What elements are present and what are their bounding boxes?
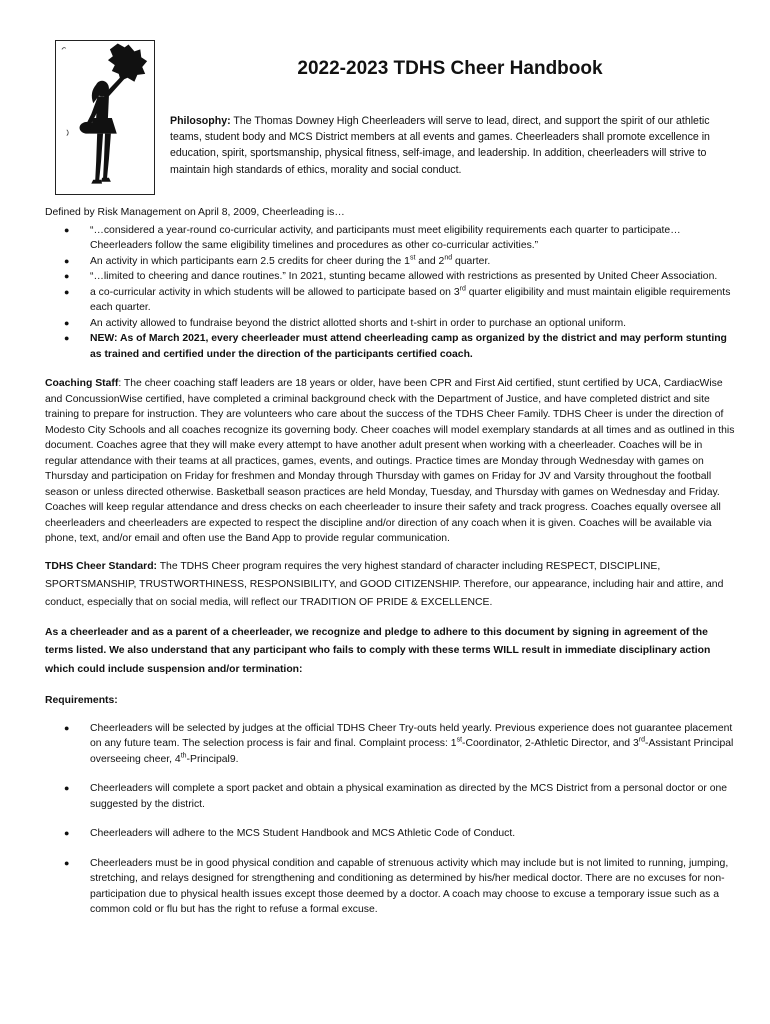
list-item-text: Cheerleaders will complete a sport packet and obtain a physical examination as directed by the MCS District from a personal doctor or one suggested by the district. — [90, 783, 728, 810]
list-item — [90, 223, 735, 254]
philosophy-paragraph — [170, 113, 730, 178]
risk-intro: Defined by Risk Management on April 8, 2009, Cheerleading is… — [45, 207, 345, 218]
list-item — [90, 826, 735, 842]
philosophy-text: The Thomas Downey High Cheerleaders will serve to lead, direct, and support the spirit of our athletic teams, student body and MCS District members at all events and games. Cheerleaders shall promote excellence in education, spirit, sportsmanship, physical fitness, self-image, and leadership. In addition, cheerleaders will strive to maintain high standards of ethics, morality and social conduct. — [170, 115, 710, 176]
philosophy-label: Philosophy: — [170, 115, 231, 127]
list-item — [90, 331, 735, 362]
coaching-staff-text: : The cheer coaching staff leaders are 18 years or older, have been CPR and First Aid certified, stunt certified by UCA, CardiacWise and ConcussionWise certified, have completed a criminal background check with the Department of Justice, and have completed district and site training to prepare for instruction. They are volunteers who care about the success of the TDHS Cheer Family. TDHS Cheer is under the direction of Modesto City Schools and all coaches recognize its governing body. Cheer coaches will model exemplary standards at all times and as outlined in this document. Coaches agree that they will make every attempt to have another adult present when working with a cheerleader. Coaches will be in regular attendance with their teams at all practices, games, events, and outings. Practice times are Monday through Wednesday with games on Thursday and participation on Friday for freshmen and Monday through Thursday with games on Friday for JV and Varsity throughout the football season or unless directed otherwise. Basketball season practices are held Monday, Tuesday, and Thursday with games on Wednesday and Friday. Coaches will keep regular attendance and dress checks on each cheerleader to insure their safety and track progress. Coaches equally oversee all cheerleaders and cheerleaders are expected to respect the discipline and/or direction of any coach when it is given. Coaches will be available via phone, text, and/or email and often use the Band App to provide regular communication. — [45, 378, 735, 544]
list-item-text: -Coordinator, 2-Athletic Director, and 3 — [462, 738, 639, 750]
list-item — [90, 269, 735, 285]
page-title: 2022-2023 TDHS Cheer Handbook — [297, 58, 603, 79]
cheer-standard-paragraph — [45, 558, 735, 613]
superscript: st — [409, 254, 416, 262]
list-item-text: -Principal9. — [186, 753, 239, 765]
superscript: th — [180, 752, 187, 760]
cheer-standard-label: TDHS Cheer Standard: — [45, 560, 158, 572]
coaching-staff-label: Coaching Staff — [45, 378, 119, 389]
cheerleader-logo — [55, 40, 155, 195]
requirements-heading — [45, 693, 735, 709]
cheer-standard-text: The TDHS Cheer program requires the very highest standard of character including RESPECT, DISCIPLINE, SPORTSMANSHIP, TRUSTWORTHINESS, RESPONSIBILITY, and GOOD CITIZENSHIP. Therefore, our appearance, including hair and attire, and conduct, especially that on social media, will reflect our TRADITION OF PRIDE & EXCELLENCE. — [45, 560, 724, 609]
list-item-text: NEW: As of March 2021, every cheerleader must attend cheerleading camp as organized by the district and may perform stunting as trained and certified under the direction of the participants certified coach. — [90, 333, 727, 360]
superscript: rd — [638, 736, 645, 744]
list-item — [90, 285, 735, 316]
list-item — [90, 316, 735, 332]
requirements-list — [45, 721, 735, 918]
requirements-heading-text: Requirements: — [45, 695, 118, 707]
list-item-text: -Assistant Principal overseeing cheer, 4 — [90, 738, 734, 765]
list-item-text: “…limited to cheering and dance routines.” In 2021, stunting became allowed with restrictions as presented by United Cheer Association. — [90, 271, 718, 282]
coaching-staff-paragraph — [45, 376, 735, 547]
list-item — [90, 721, 735, 768]
list-item-text: Cheerleaders will be selected by judges at the official TDHS Cheer Try-outs held yearly. Previous experience does not guarantee placement on any future team. The selection process is fair and final. Complaint process: 1 — [90, 722, 733, 750]
superscript: rd — [459, 285, 466, 293]
superscript: st — [456, 736, 463, 744]
list-item — [90, 781, 735, 812]
cheerleader-silhouette-icon — [56, 41, 154, 194]
list-item-text: and 2 — [415, 255, 445, 267]
list-item-text: Cheerleaders will adhere to the MCS Student Handbook and MCS Athletic Code of Conduct. — [90, 828, 516, 840]
superscript: nd — [444, 254, 453, 262]
list-item-text: Cheerleaders must be in good physical condition and capable of strenuous activity which may include but is not limited to running, jumping, stretching, and relays designed for strengthening and conditioning as determined by his/her medical doctor. There are no excuses for non-participation due to physical health issues except those deemed by a doctor. A coach may choose to excuse a temporary issue such as a common cold or flu but has the right to refuse a formal excuse. — [90, 857, 729, 916]
list-item-text: “…considered a year-round co-curricular activity, and participants must meet eligibility requirements each quarter to participate…Cheerleaders follow the same eligibility timelines and procedures as other co-curricular activities.” — [90, 224, 681, 251]
list-item-text: An activity in which participants earn 2.5 credits for cheer during the 1 — [90, 255, 410, 267]
risk-definition-list — [45, 223, 735, 363]
list-item-text: a co-curricular activity in which students will be allowed to participate based on 3 — [90, 286, 460, 298]
list-item-text: An activity allowed to fundraise beyond the district allotted shorts and t-shirt in order to purchase an optional uniform. — [90, 317, 626, 329]
pledge-paragraph: As a cheerleader and as a parent of a cheerleader, we recognize and pledge to adhere to this document by signing in agreement of the terms listed. We also understand that any participant who fails to comply with these terms WILL result in immediate disciplinary action which could include suspension and/or termination: — [45, 626, 711, 675]
list-item — [90, 856, 735, 918]
handbook-body — [45, 205, 735, 932]
list-item — [90, 254, 735, 270]
list-item-text: quarter eligibility and must maintain eligible requirements each quarter. — [90, 286, 731, 313]
list-item-text: quarter. — [452, 255, 491, 267]
